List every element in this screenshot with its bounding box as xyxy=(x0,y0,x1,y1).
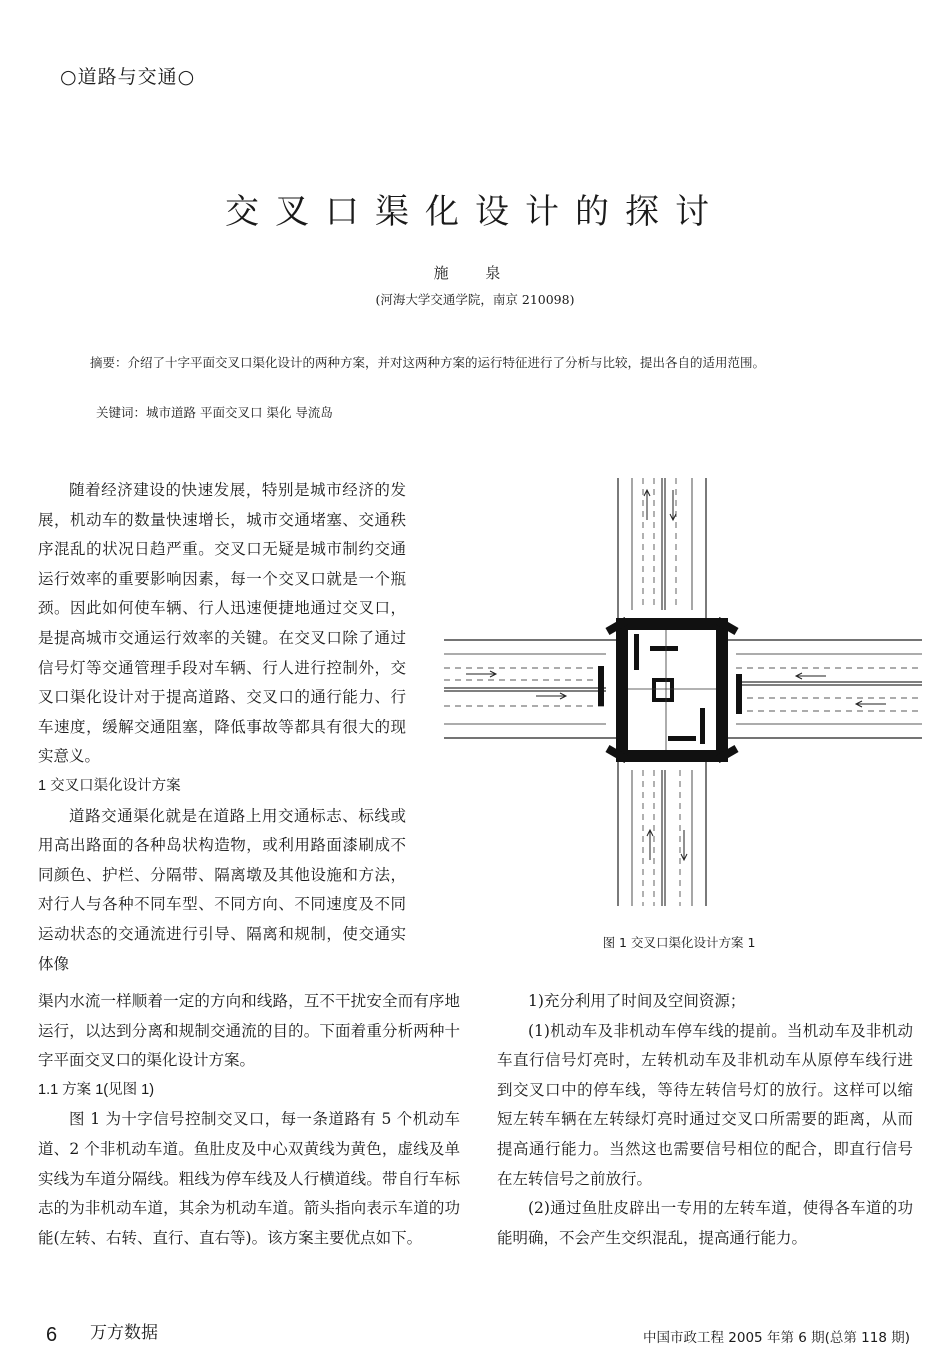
keywords: 关键词：城市道路 平面交叉口 渠化 导流岛 xyxy=(96,405,333,420)
advantage-1-1: (1)机动车及非机动车停车线的提前。当机动车及非机动车直行信号灯亮时，左转机动车及非机动车从原停车线行进到交叉口中的停车线，等待左转信号灯的放行。这样可以缩短左转车辆在左转绿灯亮时通过交叉口所需要的距离，从而提高通行能力。当然这也需要信号相位的配合，即直行信号在左转信号之前放行。 xyxy=(497,1021,913,1188)
left-column-lower xyxy=(38,987,460,1253)
channelization-paragraph-cont: 渠内水流一样顺着一定的方向和线路，互不干扰安全而有序地运行，以达到分离和规制交通流的目的。下面着重分析两种十字平面交叉口的渠化设计方案。 xyxy=(38,992,460,1070)
figure-caption: 图 1 交叉口渠化设计方案 1 xyxy=(602,935,756,950)
advantage-1-2: (2)通过鱼肚皮辟出一专用的左转车道，使得各车道的功能明确，不会产生交织混乱，提高通行能力。 xyxy=(497,1199,913,1247)
watermark: 万方数据 xyxy=(90,1323,158,1343)
journal-footer: 中国市政工程 2005 年第 6 期(总第 118 期) xyxy=(643,1330,910,1346)
section-heading-1-1: 1.1 方案 1(见图 1) xyxy=(38,1081,155,1098)
section-tag: ○道路与交通○ xyxy=(60,66,196,88)
scheme1-paragraph: 图 1 为十字信号控制交叉口，每一条道路有 5 个机动车道、2 个非机动车道。鱼肚皮及中心双黄线为黄色，虚线及单实线为车道分隔线。粗线为停车线及人行横道线。带自行车标志的为非机动车道，其余为机动车道。箭头指向表示车道的功能(左转、右转、直行、直右等)。该方案主要优点如下。 xyxy=(38,1110,460,1247)
intersection-diagram xyxy=(436,470,922,910)
page-number: 6 xyxy=(46,1324,58,1346)
author: 施 泉 xyxy=(433,264,517,282)
abstract-block xyxy=(66,350,888,376)
article-title: 交叉口渠化设计的探讨 xyxy=(225,192,725,232)
advantage-1: 1)充分利用了时间及空间资源； xyxy=(528,992,746,1010)
section-heading-1: 1 交叉口渠化设计方案 xyxy=(38,777,181,794)
right-column xyxy=(497,987,913,1253)
affiliation: (河海大学交通学院，南京 210098) xyxy=(375,292,575,307)
intro-paragraph: 随着经济建设的快速发展，特别是城市经济的发展，机动车的数量快速增长，城市交通堵塞、交通秩序混乱的状况日趋严重。交叉口无疑是城市制约交通运行效率的重要影响因素，每一个交叉口就是一个瓶颈。因此如何使车辆、行人迅速便捷地通过交叉口，是提高城市交通运行效率的关键。在交叉口除了通过信号灯等交通管理手段对车辆、行人进行控制外，交叉口渠化设计对于提高道路、交叉口的通行能力、行车速度，缓解交通阻塞，降低事故等都具有很大的现实意义。 xyxy=(38,481,406,766)
channelization-paragraph: 道路交通渠化就是在道路上用交通标志、标线或用高出路面的各种岛状构造物，或利用路面漆刷成不同颜色、护栏、分隔带、隔离墩及其他设施和方法，对行人与各种不同车型、不同方向、不同速度及不同运动状态的交通流进行引导、隔离和规制，使交通实体像 xyxy=(38,806,406,973)
abstract-text: 摘要：介绍了十字平面交叉口渠化设计的两种方案，并对这两种方案的运行特征进行了分析与比较，提出各自的适用范围。 xyxy=(90,355,766,370)
left-column xyxy=(38,476,406,979)
